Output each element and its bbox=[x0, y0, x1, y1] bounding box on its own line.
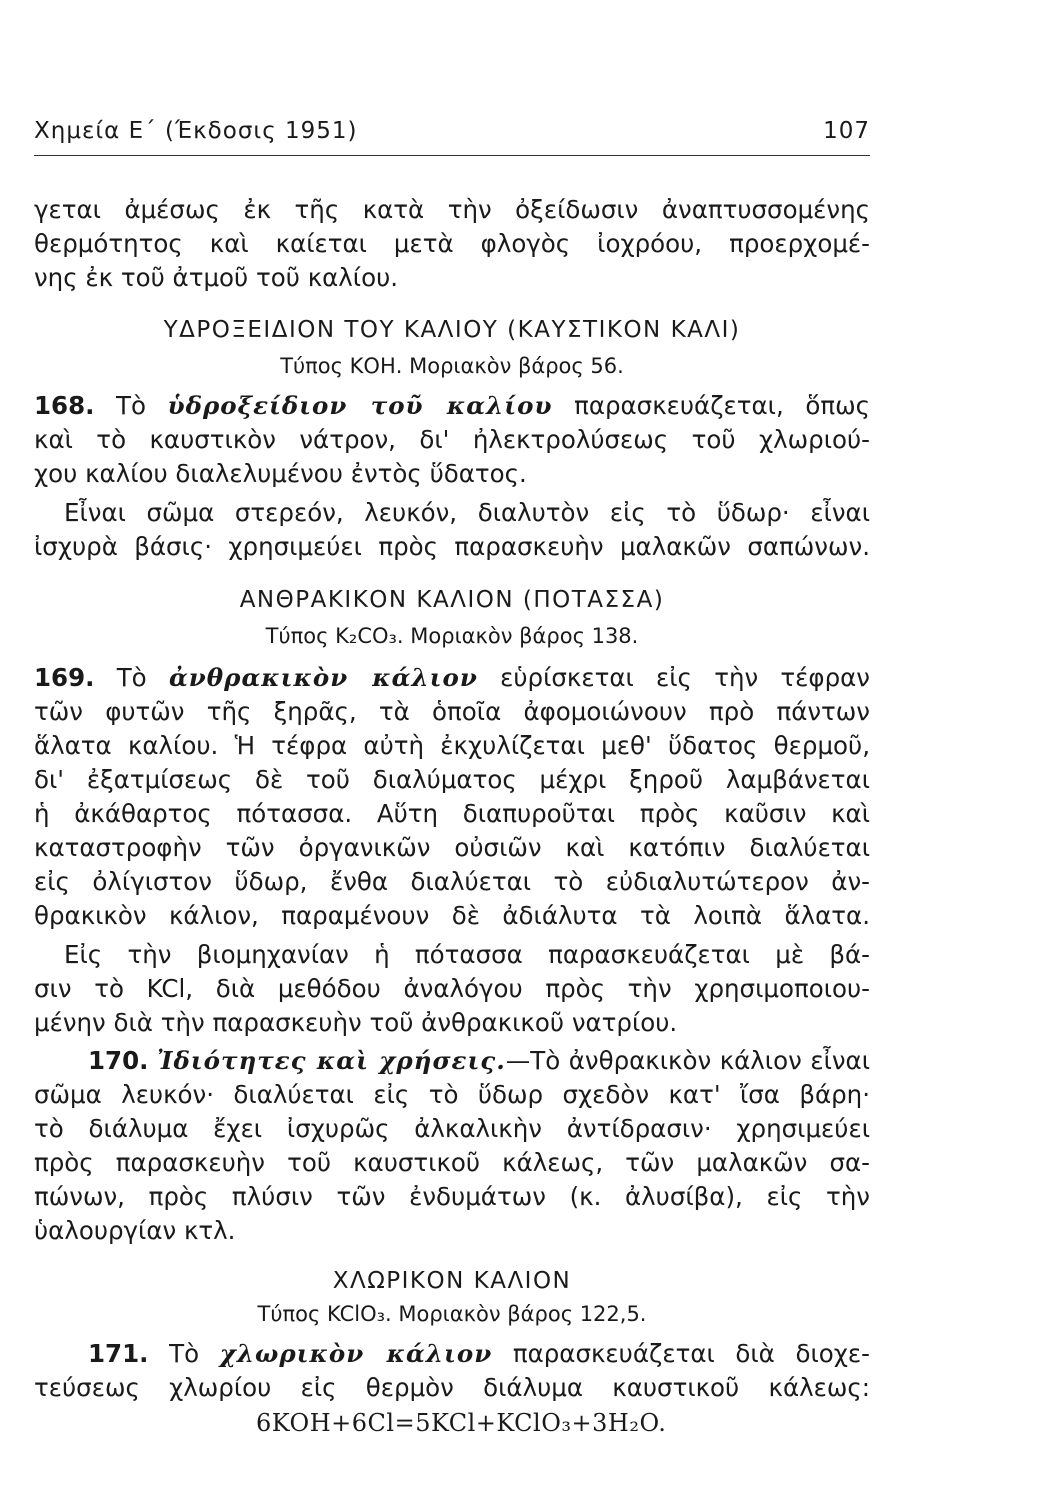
text-line: νης ἐκ τοῦ ἀτμοῦ τοῦ καλίου. bbox=[34, 263, 399, 292]
term-emphasis: χλωρικὸν κάλιον bbox=[219, 1339, 493, 1368]
paragraph-number: 171. bbox=[88, 1339, 149, 1368]
section-heading: ΧΛΩΡΙΚΟΝ ΚΑΛΙΟΝ bbox=[332, 1268, 572, 1294]
text-line: εἰς ὀλίγιστον ὕδωρ, ἔνθα διαλύεται τὸ εὐδιαλυτώτερον ἀν- bbox=[34, 867, 870, 896]
text-line: μένην διὰ τὴν παρασκευὴν τοῦ ἀνθρακικοῦ νατρίου. bbox=[34, 1008, 678, 1037]
text-line: Εἶναι σῶμα στερεόν, λευκόν, διαλυτὸν εἰς τὸ ὕδωρ· εἶναι bbox=[64, 498, 870, 527]
text-line: δι' ἐξατμίσεως δὲ τοῦ διαλύματος μέχρι ξηροῦ λαμβάνεται bbox=[34, 765, 870, 794]
text-line: θρακικὸν κάλιον, παραμένουν δὲ ἀδιάλυτα τὰ λοιπὰ ἅλατα. bbox=[34, 901, 870, 930]
section-heading: ΑΝΘΡΑΚΙΚΟΝ ΚΑΛΙΟΝ (ΠΟΤΑΣΣΑ) bbox=[239, 587, 665, 613]
text-line: θερμότητος καὶ καίεται μετὰ φλογὸς ἰοχρόου, προερχομέ- bbox=[34, 229, 870, 258]
text-line: καταστροφὴν τῶν ὀργανικῶν οὐσιῶν καὶ κατόπιν διαλύεται bbox=[34, 833, 870, 862]
paragraph-number: 170. bbox=[88, 1046, 149, 1075]
text-fragment: Τὸ bbox=[116, 663, 147, 692]
section-subheading: Τύπος KClO₃. Μοριακὸν βάρος 122,5. bbox=[257, 1302, 647, 1326]
text-fragment: παρασκευάζεται διὰ διοχε- bbox=[512, 1339, 870, 1368]
text-line: ἰσχυρὰ βάσις· χρησιμεύει πρὸς παρασκευὴν μαλακῶν σαπώνων. bbox=[34, 532, 870, 561]
paragraph-169-first-line bbox=[34, 661, 870, 695]
paragraph-171-first-line bbox=[34, 1337, 870, 1371]
text-line: ἡ ἀκάθαρτος πότασσα. Αὕτη διαπυροῦται πρὸς καῦσιν καὶ bbox=[34, 799, 870, 828]
text-fragment: —Τὸ ἀνθρακικὸν κάλιον εἶναι bbox=[505, 1046, 870, 1075]
text-fragment: εὑρίσκεται εἰς τὴν τέφραν bbox=[500, 663, 870, 692]
text-line: σῶμα λευκόν· διαλύεται εἰς τὸ ὕδωρ σχεδὸν κατ' ἴσα βάρη· bbox=[34, 1080, 870, 1109]
text-fragment: Τὸ bbox=[169, 1339, 200, 1368]
paragraph-168-first-line bbox=[34, 389, 870, 423]
text-line: καὶ τὸ καυστικὸν νάτρον, δι' ἠλεκτρολύσεως τοῦ χλωριού- bbox=[34, 425, 870, 454]
text-line: πώνων, πρὸς πλύσιν τῶν ἐνδυμάτων (κ. ἀλυσίβα), εἰς τὴν bbox=[34, 1182, 870, 1211]
text-line: Εἰς τὴν βιομηχανίαν ἡ πότασσα παρασκευάζεται μὲ βά- bbox=[64, 940, 870, 969]
term-emphasis: ἀνθρακικὸν κάλιον bbox=[168, 663, 478, 692]
section-subheading: Τύπος K₂CO₃. Μοριακὸν βάρος 138. bbox=[265, 624, 639, 648]
text-line: τῶν φυτῶν τῆς ξηρᾶς, τὰ ὁποῖα ἀφομοιώνουν πρὸ πάντων bbox=[34, 697, 870, 726]
page-number: 107 bbox=[823, 118, 870, 144]
paragraph-number: 168. bbox=[34, 391, 95, 420]
text-line: τὸ διάλυμα ἔχει ἰσχυρῶς ἀλκαλικὴν ἀντίδρασιν· χρησιμεύει bbox=[34, 1114, 870, 1143]
section-heading: ΥΔΡΟΞΕΙΔΙΟΝ ΤΟΥ ΚΑΛΙΟΥ (ΚΑΥΣΤΙΚΟΝ ΚΑΛΙ) bbox=[163, 317, 741, 343]
text-line: γεται ἀμέσως ἐκ τῆς κατὰ τὴν ὀξείδωσιν ἀναπτυσσομένης bbox=[34, 195, 870, 224]
section-subheading: Τύπος ΚΟΗ. Μοριακὸν βάρος 56. bbox=[280, 354, 624, 378]
text-line: σιν τὸ KCl, διὰ μεθόδου ἀναλόγου πρὸς τὴν χρησιμοποιου- bbox=[34, 974, 870, 1003]
text-fragment: Τὸ bbox=[116, 391, 147, 420]
paragraph-170-first-line bbox=[34, 1044, 870, 1078]
term-emphasis: ὑδροξείδιον τοῦ καλίου bbox=[167, 391, 553, 420]
text-line: ὑαλουργίαν κτλ. bbox=[34, 1216, 236, 1245]
header-title: Χημεία Ε΄ (Έκδοσις 1951) bbox=[34, 118, 358, 144]
text-line: ἅλατα καλίου. Ἡ τέφρα αὐτὴ ἐκχυλίζεται μεθ' ὕδατος θερμοῦ, bbox=[34, 731, 870, 760]
text-fragment: παρασκευάζεται, ὅπως bbox=[574, 391, 870, 420]
text-line: πρὸς παρασκευὴν τοῦ καυστικοῦ κάλεως, τῶν μαλακῶν σα- bbox=[34, 1148, 870, 1177]
term-emphasis: Ἰδιότητες καὶ χρήσεις. bbox=[157, 1046, 506, 1075]
header-rule bbox=[34, 155, 870, 156]
chemical-equation: 6KOH+6Cl=5KCl+KClO₃+3H₂O. bbox=[256, 1409, 667, 1437]
running-header bbox=[34, 118, 870, 144]
text-line: τεύσεως χλωρίου εἰς θερμὸν διάλυμα καυστικοῦ κάλεως: bbox=[34, 1373, 870, 1402]
paragraph-number: 169. bbox=[34, 663, 95, 692]
text-line: χου καλίου διαλελυμένου ἐντὸς ὕδατος. bbox=[34, 459, 527, 488]
